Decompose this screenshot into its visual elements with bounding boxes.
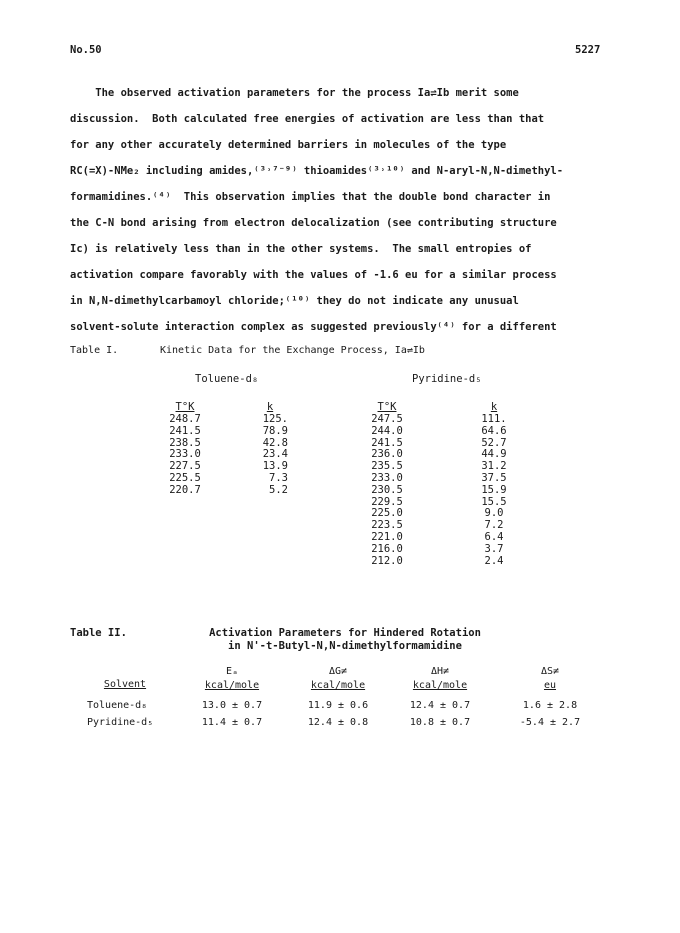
table2-title: [190, 627, 500, 653]
table-cell-rate-constant: 111.: [481, 413, 507, 425]
column-header-T: T°K: [175, 401, 195, 413]
table-cell-rate-constant: 15.5: [481, 495, 507, 508]
body-paragraph: [70, 80, 630, 340]
column-header-ea-symbol: Eₐ: [225, 666, 239, 677]
table-cell-temperature: 212.0: [371, 554, 403, 567]
table1-toluene-T-column: [163, 400, 207, 497]
table1-toluene-k-column: [252, 400, 288, 497]
table-cell-temperature: 244.0: [371, 424, 403, 437]
column-header-k: k: [266, 401, 274, 413]
table2-row-dg: 11.9 ± 0.6: [307, 700, 369, 711]
table-cell-rate-constant: 7.3: [269, 471, 288, 484]
table-cell-temperature: 238.5: [169, 436, 201, 449]
paragraph-line: discussion. Both calculated free energies of activation are less than that: [70, 113, 545, 125]
table-cell-rate-constant: 42.8: [262, 436, 288, 449]
table2-row-dh: 10.8 ± 0.7: [409, 717, 471, 728]
toluene-T-values: [163, 414, 207, 497]
table2-row-solvent: Pyridine-d₅: [87, 717, 154, 728]
table-cell-temperature: 236.0: [371, 448, 403, 461]
paragraph-line: formamidines.⁽⁴⁾ This observation implies that the double bond character in: [70, 191, 551, 203]
table-cell-rate-constant: 78.9: [262, 424, 288, 437]
column-header-solvent: Solvent: [103, 679, 147, 690]
table2-ds-header: [515, 665, 585, 693]
paragraph-line: the C-N bond arising from electron delocalization (see contributing structure: [70, 217, 557, 229]
table-cell-temperature: 233.0: [169, 448, 201, 461]
table-cell-rate-constant: 5.2: [269, 483, 288, 496]
table-cell-rate-constant: 44.9: [481, 448, 507, 461]
paragraph-line: for any other accurately determined barriers in molecules of the type: [70, 139, 507, 151]
table2-title-line2: in N'-t-Butyl-N,N-dimethylformamidine: [228, 640, 462, 652]
table-cell-rate-constant: 64.6: [481, 424, 507, 437]
column-header-dg-symbol: ΔG≠: [328, 666, 348, 677]
table-cell-rate-constant: 6.4: [484, 530, 504, 543]
journal-issue-number: No.50: [70, 44, 102, 56]
table1-number: Table I.: [70, 345, 119, 356]
paragraph-line: The observed activation parameters for the process Ia⇌Ib merit some: [70, 87, 519, 99]
table-cell-rate-constant: 9.0: [484, 507, 504, 520]
table-cell-temperature: 221.0: [371, 530, 403, 543]
table-cell-rate-constant: 15.9: [481, 483, 507, 496]
table2-ea-header: [197, 665, 267, 693]
table-cell-rate-constant: 2.4: [484, 554, 504, 567]
paragraph-line: solvent-solute interaction complex as suggested previously⁽⁴⁾ for a different: [70, 321, 557, 333]
table-cell-temperature: 241.5: [371, 436, 403, 449]
table-cell-temperature: 247.5: [371, 413, 403, 425]
table1-toluene-title: Toluene-d₈: [195, 373, 259, 385]
table-cell-temperature: 233.0: [371, 471, 403, 484]
table-cell-temperature: 248.7: [169, 413, 201, 425]
table-cell-temperature: 241.5: [169, 424, 201, 437]
table-cell-rate-constant: 52.7: [481, 436, 507, 449]
table-cell-temperature: 225.0: [371, 507, 403, 520]
table-cell-rate-constant: 37.5: [481, 471, 507, 484]
table-cell-rate-constant: 3.7: [484, 542, 504, 555]
table-cell-temperature: 225.5: [169, 471, 201, 484]
table2-row-solvent: Toluene-d₈: [87, 700, 148, 711]
table1-caption: Kinetic Data for the Exchange Process, Ia⇌Ib: [160, 345, 425, 356]
column-header-dh-symbol: ΔH≠: [430, 666, 450, 677]
pyridine-k-values: [476, 414, 512, 567]
pyridine-T-values: [365, 414, 409, 567]
table1-pyridine-title: Pyridine-d₅: [412, 373, 482, 385]
table1-pyridine-T-column: [365, 400, 409, 567]
table2-row-ds: 1.6 ± 2.8: [522, 700, 578, 711]
table-cell-rate-constant: 125.: [262, 413, 288, 425]
table2-solvent-header: [95, 679, 155, 690]
table-cell-rate-constant: 7.2: [484, 519, 504, 532]
column-header-T: T°K: [377, 401, 397, 413]
table-cell-rate-constant: 23.4: [262, 448, 288, 461]
table-cell-temperature: 230.5: [371, 483, 403, 496]
table-cell-temperature: 227.5: [169, 460, 201, 473]
table-cell-temperature: 235.5: [371, 460, 403, 473]
column-header-dg-unit: kcal/mole: [310, 680, 366, 691]
table-cell-temperature: 216.0: [371, 542, 403, 555]
column-header-dh-unit: kcal/mole: [412, 680, 468, 691]
toluene-k-values: [252, 414, 288, 497]
table2-row-ds: -5.4 ± 2.7: [519, 717, 581, 728]
table2-number: Table II.: [70, 627, 127, 639]
table2-row-ea: 13.0 ± 0.7: [201, 700, 263, 711]
column-header-k: k: [490, 401, 498, 413]
table-cell-temperature: 223.5: [371, 519, 403, 532]
column-header-ds-symbol: ΔS≠: [540, 666, 560, 677]
column-header-ea-unit: kcal/mole: [204, 680, 260, 691]
paragraph-line: activation compare favorably with the values of -1.6 eu for a similar process: [70, 269, 557, 281]
paragraph-line: RC(=X)-NMe₂ including amides,⁽³˒⁷⁻⁹⁾ thioamides⁽³˒¹⁰⁾ and N-aryl-N,N-dimethyl-: [70, 165, 564, 177]
table2-dg-header: [303, 665, 373, 693]
table1-pyridine-k-column: [476, 400, 512, 567]
page-number: 5227: [575, 44, 601, 56]
paragraph-line: in N,N-dimethylcarbamoyl chloride;⁽¹⁰⁾ they do not indicate any unusual: [70, 295, 519, 307]
table2-row-ea: 11.4 ± 0.7: [201, 717, 263, 728]
table-cell-rate-constant: 31.2: [481, 460, 507, 473]
table-cell-temperature: 229.5: [371, 495, 403, 508]
table2-dh-header: [405, 665, 475, 693]
table-cell-rate-constant: 13.9: [262, 460, 288, 473]
table2-title-line1: Activation Parameters for Hindered Rotation: [209, 627, 481, 639]
table2-row-dg: 12.4 ± 0.8: [307, 717, 369, 728]
table2-row-dh: 12.4 ± 0.7: [409, 700, 471, 711]
table-cell-temperature: 220.7: [169, 483, 201, 496]
paragraph-line: Ic) is relatively less than in the other systems. The small entropies of: [70, 243, 532, 255]
column-header-ds-unit: eu: [543, 680, 557, 691]
